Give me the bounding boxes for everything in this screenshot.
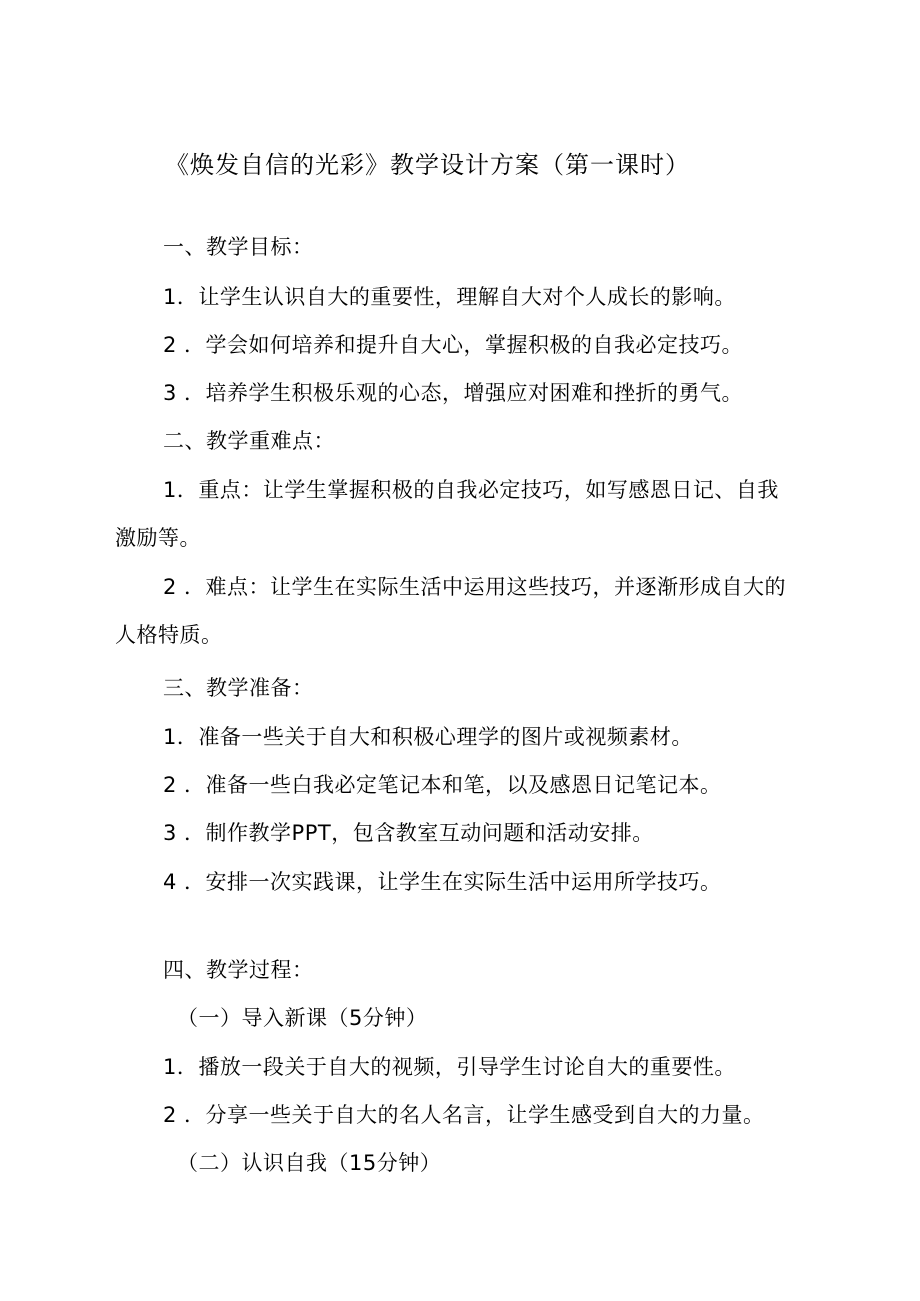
key-point-item-2-line-2: 人格特质。 [115,623,223,647]
preparation-item-3: 3 ．制作教学PPT，包含教室互动问题和活动安排。 [163,821,654,845]
process-part-1-heading: （一）导入新课（5分钟） [177,1006,428,1030]
preparation-item-1: 1．准备一些关于自大和积极心理学的图片或视频素材。 [163,725,693,749]
section-heading-preparation: 三、教学准备： [163,676,314,700]
process-part-2-heading: （二）认识自我（15分钟） [177,1151,442,1175]
section-heading-process: 四、教学过程： [163,958,314,982]
process-part-1-item-2: 2 ．分享一些关于自大的名人名言，让学生感受到自大的力量。 [163,1103,765,1127]
key-point-item-1-line-1: 1．重点：让学生掌握积极的自我必定技巧，如写感恩日记、自我 [163,478,779,502]
section-heading-objectives: 一、教学目标： [163,235,314,259]
process-part-1-item-1: 1．播放一段关于自大的视频，引导学生讨论自大的重要性。 [163,1055,736,1079]
section-heading-key-points: 二、教学重难点： [163,429,335,453]
preparation-item-4: 4 ．安排一次实践课，让学生在实际生活中运用所学技巧。 [163,870,722,894]
key-point-item-1-line-2: 激励等。 [115,526,201,550]
document-title: 《焕发自信的光彩》教学设计方案（第一课时） [165,151,690,179]
objective-item-3: 3 ．培养学生积极乐观的心态，增强应对困难和挫折的勇气。 [163,381,744,405]
key-point-item-2-line-1: 2 ．难点：让学生在实际生活中运用这些技巧，并逐渐形成自大的 [163,575,787,599]
preparation-item-2: 2 ．准备一些白我必定笔记本和笔，以及感恩日记笔记本。 [163,773,722,797]
objective-item-2: 2 ．学会如何培养和提升自大心，掌握积极的自我必定技巧。 [163,333,744,357]
objective-item-1: 1．让学生认识自大的重要性，理解自大对个人成长的影响。 [163,285,736,309]
